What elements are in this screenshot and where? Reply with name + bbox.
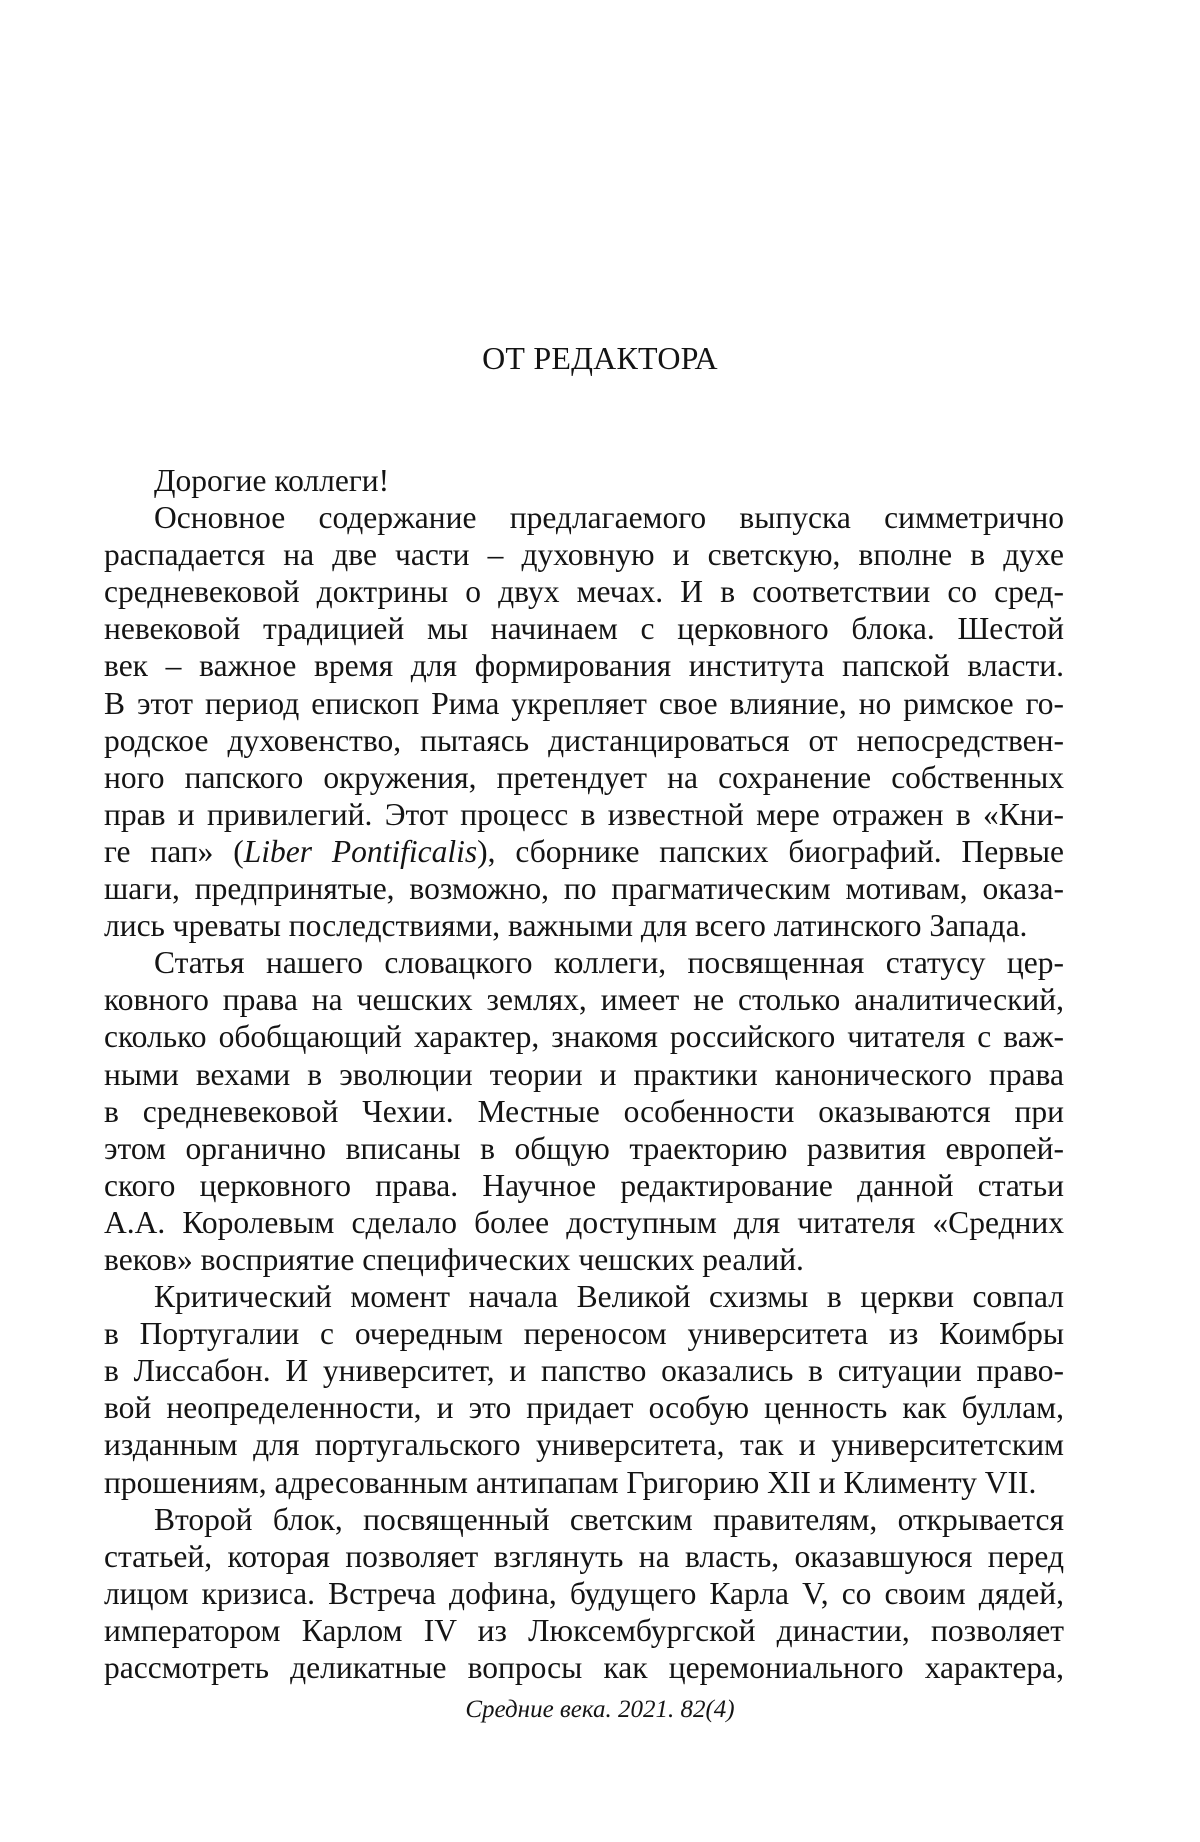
paragraph-line: сколько обобщающий характер, знакомя российского читателя с важ- xyxy=(104,1019,1064,1055)
close-paren: ) xyxy=(726,1696,735,1723)
running-footer xyxy=(0,1696,1200,1724)
paragraph-line: веков» восприятие специфических чешских реалий. xyxy=(104,1241,804,1277)
paragraph-line: ковного права на чешских землях, имеет не столько аналитический, xyxy=(104,982,1064,1018)
paragraph-line: ского церковного права. Научное редактирование данной статьи xyxy=(104,1167,1064,1203)
editorial-text xyxy=(104,462,1064,1686)
paragraph-line: А.А. Королевым сделало более доступным для читателя «Средних xyxy=(104,1204,1064,1240)
paragraph-line: этом органично вписаны в общую траекторию развития европей- xyxy=(104,1130,1064,1166)
paragraph-line: императором Карлом IV из Люксембургской династии, позволяет xyxy=(104,1612,1064,1648)
paragraph-line: Статья нашего словацкого коллеги, посвященная статусу цер- xyxy=(154,945,1064,981)
line-segment: ), сборнике папских биографий. Первые xyxy=(477,833,1064,869)
paragraph-line: вой неопределенности, и это придает особую ценность как буллам, xyxy=(104,1390,1064,1426)
paragraph-line: изданным для португальского университета, так и университетским xyxy=(104,1427,1064,1463)
paragraph-line: Второй блок, посвященный светским правителям, открывается xyxy=(154,1501,1064,1537)
paragraph-line: в Португалии с очередным переносом университета из Коимбры xyxy=(104,1316,1064,1352)
paragraph-line: в Лиссабон. И университет, и папство оказались в ситуации право- xyxy=(104,1353,1064,1389)
paragraph-line-mixed xyxy=(104,833,1064,870)
issue-number: 4 xyxy=(713,1696,727,1723)
paragraph-line: Основное содержание предлагаемого выпуска симметрично xyxy=(154,500,1064,536)
page-title: ОТ РЕДАКТОРА xyxy=(482,340,718,376)
journal-citation: Средние века. 2021. 82 xyxy=(465,1696,706,1723)
paragraph-line: средневековой доктрины о двух мечах. И в соответствии со сред- xyxy=(104,574,1064,610)
paragraph-line: рассмотреть деликатные вопросы как церемониального характера, xyxy=(104,1650,1064,1685)
paragraph-line: родское духовенство, пытаясь дистанцироваться от непосредствен- xyxy=(104,722,1064,758)
paragraph-line: лись чреваты последствиями, важными для всего латинского Запада. xyxy=(104,908,1028,944)
paragraph-line: прав и привилегий. Этот процесс в известной мере отражен в «Кни- xyxy=(104,796,1064,832)
paragraph-line: статьей, которая позволяет взглянуть на власть, оказавшуюся перед xyxy=(104,1538,1064,1574)
paragraph-line: распадается на две части – духовную и светскую, вполне в духе xyxy=(104,537,1064,573)
paragraph-line: В этот период епископ Рима укрепляет свое влияние, но римское го- xyxy=(104,685,1064,721)
paragraph-line: лицом кризиса. Встреча дофина, будущего Карла V, со своим дядей, xyxy=(104,1575,1064,1611)
italic-title: Liber Pontificalis xyxy=(243,833,478,869)
paragraph-line: век – важное время для формирования института папской власти. xyxy=(104,648,1064,684)
greeting: Дорогие коллеги! xyxy=(154,463,390,498)
paragraph-line: Критический момент начала Великой схизмы в церкви совпал xyxy=(154,1279,1064,1315)
paragraph-line: ными вехами в эволюции теории и практики канонического права xyxy=(104,1056,1064,1092)
open-paren: ( xyxy=(705,1696,714,1723)
paragraph-line: прошениям, адресованным антипапам Григорию XII и Клименту VII. xyxy=(104,1464,1037,1500)
paragraph-line: ного папского окружения, претендует на сохранение собственных xyxy=(104,759,1064,795)
paragraph-line: невековой традицией мы начинаем с церковного блока. Шестой xyxy=(104,611,1064,647)
paragraph-line: в средневековой Чехии. Местные особенности оказываются при xyxy=(104,1093,1064,1129)
line-segment: ге пап» ( xyxy=(104,833,244,869)
paragraph-line: шаги, предпринятые, возможно, по прагматическим мотивам, оказа- xyxy=(104,871,1064,907)
